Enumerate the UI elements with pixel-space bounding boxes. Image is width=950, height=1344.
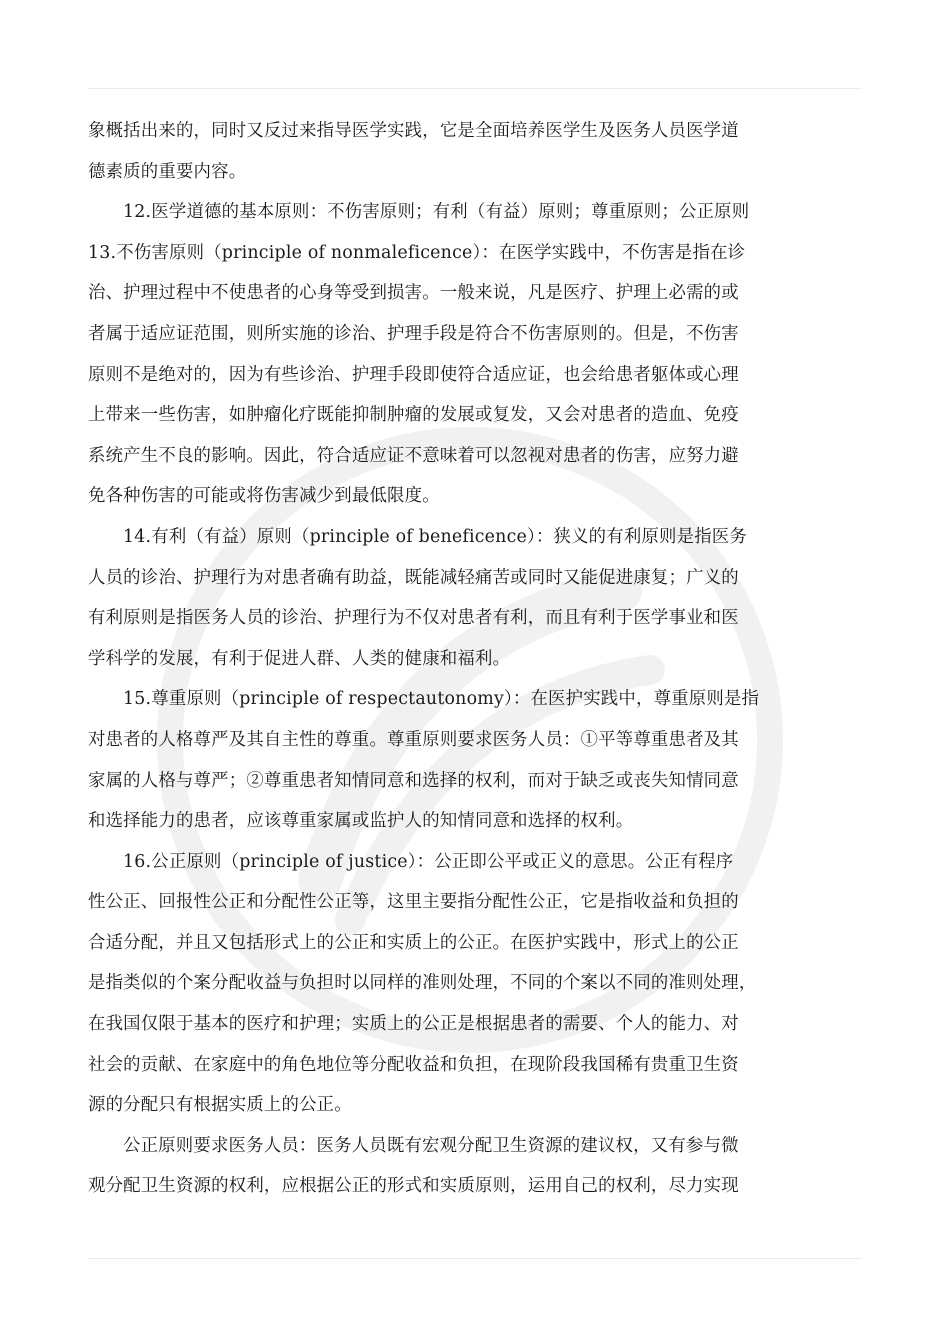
text-line: 德素质的重要内容。 — [88, 161, 247, 182]
footer-rule — [88, 1258, 862, 1259]
text-line: 对患者的人格尊严及其自主性的尊重。尊重原则要求医务人员：①平等尊重患者及其 — [88, 729, 739, 750]
text-line: 15.尊重原则（principle of respectautonomy）：在医护实践中，尊重原则是指 — [123, 689, 760, 710]
text-line: 原则不是绝对的，因为有些诊治、护理手段即使符合适应证，也会给患者躯体或心理 — [88, 364, 739, 385]
text-line: 观分配卫生资源的权利，应根据公正的形式和实质原则，运用自己的权利，尽力实现 — [88, 1176, 739, 1197]
text-line: 有利原则是指医务人员的诊治、护理行为不仅对患者有利，而且有利于医学事业和医 — [88, 608, 739, 629]
text-line: 象概括出来的，同时又反过来指导医学实践，它是全面培养医学生及医务人员医学道 — [88, 121, 739, 141]
text-line: 社会的贡献、在家庭中的角色地位等分配收益和负担，在现阶段我国稀有贵重卫生资 — [88, 1054, 739, 1075]
document-body — [88, 111, 862, 1207]
text-line: 公正原则要求医务人员：医务人员既有宏观分配卫生资源的建议权，又有参与微 — [123, 1135, 739, 1156]
text-line: 在我国仅限于基本的医疗和护理；实质上的公正是根据患者的需要、个人的能力、对 — [88, 1014, 739, 1035]
text-line: 12.医学道德的基本原则：不伤害原则；有利（有益）原则；尊重原则；公正原则 — [123, 202, 750, 223]
text-line: 16.公正原则（principle of justice）：公正即公平或正义的意思。公正有程序 — [123, 851, 734, 872]
text-line: 是指类似的个案分配收益与负担时以同样的准则处理，不同的个案以不同的准则处理， — [88, 973, 757, 994]
header-rule — [88, 88, 862, 89]
text-line: 者属于适应证范围，则所实施的诊治、护理手段是符合不伤害原则的。但是，不伤害 — [88, 323, 739, 344]
text-line: 和选择能力的患者，应该尊重家属或监护人的知情同意和选择的权利。 — [88, 811, 634, 832]
text-line: 治、护理过程中不使患者的心身等受到损害。一般来说，凡是医疗、护理上必需的或 — [88, 283, 739, 304]
text-line: 系统产生不良的影响。因此，符合适应证不意味着可以忽视对患者的伤害，应努力避 — [88, 445, 739, 466]
text-line: 14.有利（有益）原则（principle of beneficence）：狭义的有利原则是指医务 — [123, 526, 747, 547]
text-line: 家属的人格与尊严；②尊重患者知情同意和选择的权利，而对于缺乏或丧失知情同意 — [88, 770, 739, 791]
text-line: 人员的诊治、护理行为对患者确有助益，既能减轻痛苦或同时又能促进康复；广义的 — [88, 567, 739, 588]
text-line: 免各种伤害的可能或将伤害减少到最低限度。 — [88, 486, 440, 507]
text-line: 上带来一些伤害，如肿瘤化疗既能抑制肿瘤的发展或复发，又会对患者的造血、免疫 — [88, 405, 739, 426]
text-line: 学科学的发展，有利于促进人群、人类的健康和福利。 — [88, 648, 511, 669]
text-line: 性公正、回报性公正和分配性公正等，这里主要指分配性公正，它是指收益和负担的 — [88, 892, 739, 913]
text-line: 源的分配只有根据实质上的公正。 — [88, 1095, 352, 1116]
text-line: 合适分配，并且又包括形式上的公正和实质上的公正。在医护实践中，形式上的公正 — [88, 932, 739, 953]
text-line: 13.不伤害原则（principle of nonmaleficence）：在医学实践中，不伤害是指在诊 — [88, 242, 746, 263]
